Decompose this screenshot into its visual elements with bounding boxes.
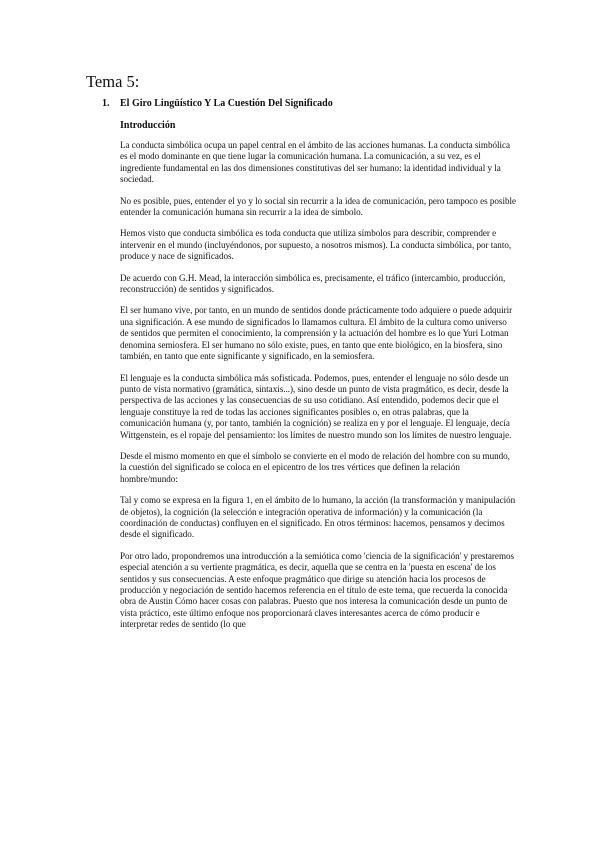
paragraph: No es posible, pues, entender el yo y lo social sin recurrir a la idea de comunicación, pero tampoco es posible entender la comunicación humana sin recurrir a la idea de símbolo. <box>120 195 517 218</box>
paragraph: El ser humano vive, por tanto, en un mundo de sentidos donde prácticamente todo adquiere o puede adquirir una significación. A ese mundo de significados lo llamamos cultura. El ámbito de la cultura como universo de sentidos que permiten el conocimiento, la comprensión y la actuación del hombre es lo que Yuri Lotman denomina semiosfera. El ser humano no sólo existe, pues, en tanto que ente biológico, en la biosfera, sino también, en tanto que ente significante y significado, en la semiosfera. <box>120 305 513 362</box>
section-heading-text: El Giro Lingüístico Y La Cuestión Del Significado <box>120 98 333 109</box>
paragraph: De acuerdo con G.H. Mead, la interacción simbólica es, precisamente, el tráfico (intercambio, producción, reconstrucción) de sentidos y significados. <box>120 272 506 295</box>
paragraph: La conducta simbólica ocupa un papel central en el ámbito de las acciones humanas. La conducta simbólica es el modo dominante en que tiene lugar la comunicación humana. La comunicación, a su vez, es el ingrediente fundamental en las dos dimensiones constitutivas del ser humano: la identidad individual y la sociedad. <box>120 140 511 185</box>
section-heading <box>102 98 333 109</box>
paragraph: Desde el mismo momento en que el símbolo se convierte en el modo de relación del hombre con su mundo, la cuestión del significado se coloca en el epicentro de los tres vértices que definen la relación hombre/mundo: <box>120 450 510 484</box>
section-number: 1. <box>102 98 110 109</box>
paragraph: El lenguaje es la conducta simbólica más sofisticada. Podemos, pues, entender el lenguaje no sólo desde un punto de vista normativo (gramática, sintaxis...), sino desde un punto de vista pragmático, es decir, desde la perspectiva de las acciones y las consecuencias de su uso cotidiano. Así entendido, podemos decir que el lenguaje constituye la red de todas las acciones significantes posibles o, en otras palabras, que la comunicación humana (y, por tanto, también la cognición) se realiza en y por el lenguaje. El lenguaje, decía Wittgenstein, es el ropaje del pensamiento: los límites de nuestro mundo son los límites de nuestro lenguaje. <box>120 372 512 440</box>
page-title: Tema 5: <box>86 72 140 91</box>
body-text <box>120 140 516 641</box>
paragraph: Hemos visto que conducta simbólica es toda conducta que utiliza símbolos para describir, comprender e intervenir en el mundo (incluyéndonos, por supuesto, a nosotros mismos). La conducta simbólica, por tanto, produce y nace de significados. <box>120 228 512 262</box>
paragraph: Por otro lado, propondremos una introducción a la semiótica como 'ciencia de la significación' y prestaremos especial atención a su vertiente pragmática, es decir, aquella que se centra en la 'puesta en escena' de los sentidos y sus consecuencias. A este enfoque pragmático que dirige su atención hacia los procesos de producción y negociación de sentido hacemos referencia en el título de este tema, que recuerda la conocida obra de Austin Cómo hacer cosas con palabras. Puesto que nos interesa la comunicación desde un punto de vista práctico, este último enfoque nos proporcionará claves interesantes acerca de cómo producir e interpretar redes de sentido (lo que <box>120 550 515 630</box>
paragraph: Tal y como se expresa en la figura 1, en el ámbito de lo humano, la acción (la transformación y manipulación de objetos), la cognición (la selección e integración operativa de información) y la comunicación (la coordinación de conductas) confluyen en el significado. En otros términos: hacemos, pensamos y decimos desde el significado. <box>120 495 516 540</box>
subsection-heading: Introducción <box>120 120 176 131</box>
